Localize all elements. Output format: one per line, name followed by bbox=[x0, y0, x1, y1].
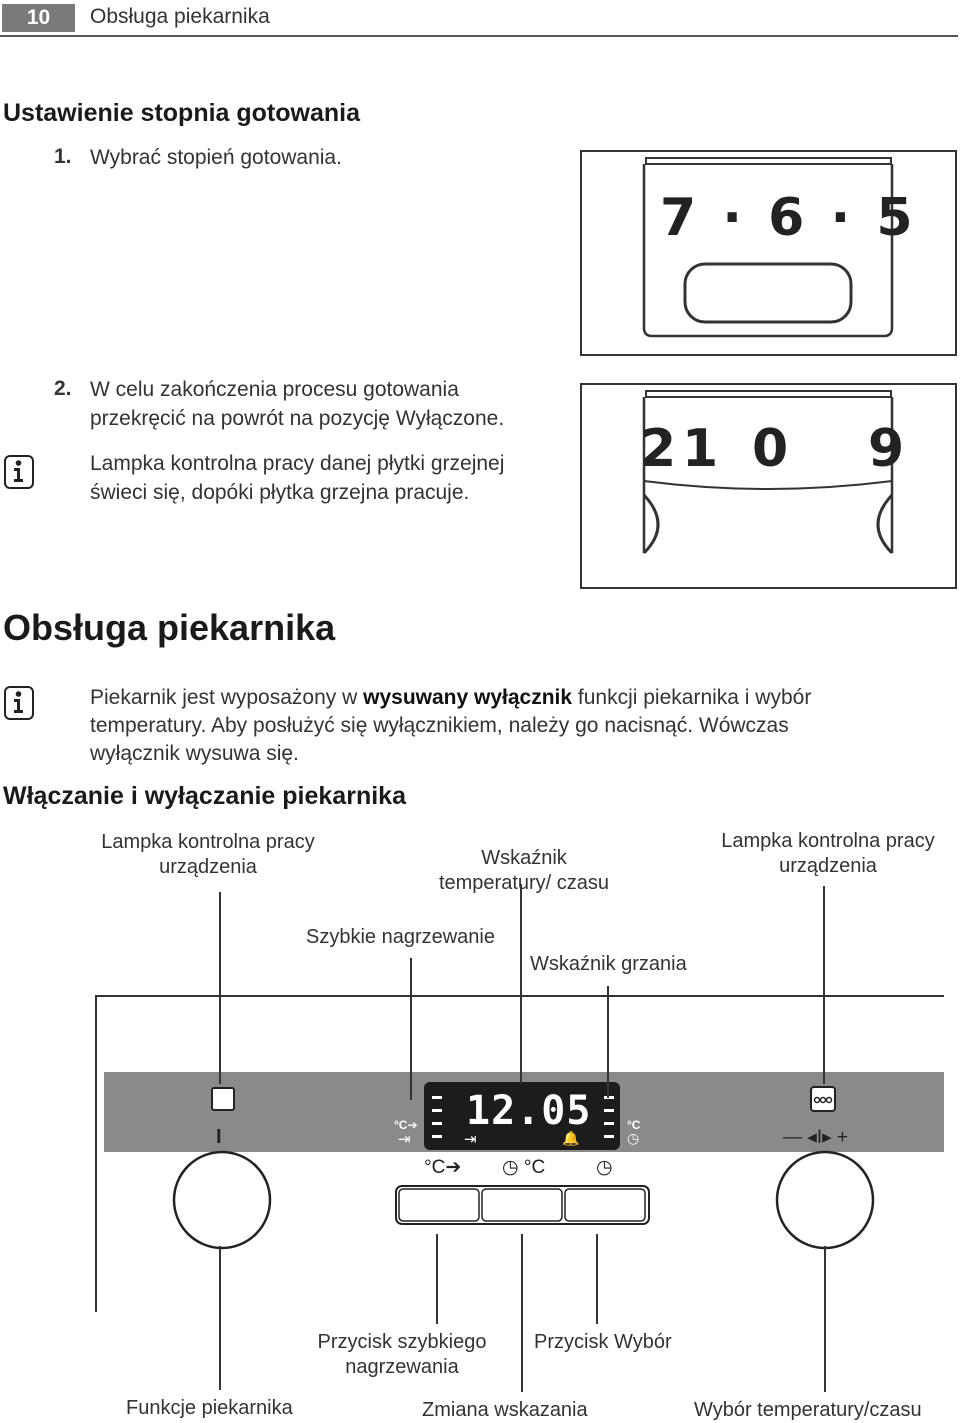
section-heading-on-off: Włączanie i wyłączanie piekarnika bbox=[3, 782, 406, 810]
unit-right-icon: °C bbox=[627, 1118, 641, 1132]
knob-digit-2: 2 bbox=[640, 419, 677, 479]
callout-fast-button-l1: Przycisk szybkiego bbox=[317, 1331, 487, 1353]
step-2-line1: W celu zakończenia procesu gotowania bbox=[90, 378, 459, 401]
knob-digit-0: 0 bbox=[752, 419, 789, 479]
oven-function-knob bbox=[174, 1152, 270, 1248]
knob-digit-6: 6 bbox=[768, 188, 809, 248]
left-knob-mark: I bbox=[216, 1126, 222, 1148]
btn-label-clock-icon: ◷ bbox=[596, 1157, 613, 1178]
step-1-text: Wybrać stopień gotowania. bbox=[90, 146, 342, 169]
temp-time-knob bbox=[777, 1152, 873, 1248]
step-1-number: 1. bbox=[54, 145, 72, 168]
btn-label-fast-heat-icon: °C➔ bbox=[424, 1157, 462, 1178]
right-knob-marks: — ◂I▸ + bbox=[783, 1127, 849, 1148]
display-value: 12.05 bbox=[466, 1088, 592, 1134]
knob-dot: · bbox=[830, 188, 855, 248]
time-button bbox=[565, 1189, 645, 1221]
oven-info-bold: wysuwany wyłącznik bbox=[363, 686, 573, 709]
knob-digit-5: 5 bbox=[876, 188, 917, 248]
step-2-line2: przekręcić na powrót na pozycję Wyłączone. bbox=[90, 407, 505, 430]
section-heading-oven: Obsługa piekarnika bbox=[3, 607, 336, 648]
callout-oven-functions: Funkcje piekarnika bbox=[126, 1397, 293, 1419]
bell-icon: 🔔 bbox=[562, 1130, 580, 1146]
knob-dot: · bbox=[722, 188, 747, 248]
callout-fast-button-l2: nagrzewania bbox=[345, 1356, 459, 1378]
info-text-line2: świeci się, dopóki płytka grzejna pracuje. bbox=[90, 481, 470, 504]
callout-lamp-right-l1: Lampka kontrolna pracy bbox=[721, 830, 935, 852]
step-2-number: 2. bbox=[54, 377, 72, 400]
page-number: 10 bbox=[2, 4, 75, 32]
fast-heat-small-icon: °C➔ bbox=[394, 1118, 418, 1132]
knob-digit-1: 1 bbox=[682, 419, 719, 479]
arrow-mid-icon: ⇥ bbox=[464, 1131, 477, 1148]
fast-heat-button bbox=[399, 1189, 479, 1221]
oven-info-line2: temperatury. Aby posłużyć się wyłącznikiem, należy go nacisnąć. Wówczas bbox=[90, 714, 789, 737]
callout-lamp-left-l1: Lampka kontrolna pracy bbox=[101, 831, 315, 853]
knob-digit-9: 9 bbox=[868, 419, 905, 479]
oven-info-pre: Piekarnik jest wyposażony w bbox=[90, 686, 364, 709]
clock-icon: ◷ bbox=[627, 1130, 640, 1146]
callout-indicator-l2: temperatury/ czasu bbox=[438, 872, 610, 894]
select-button bbox=[482, 1189, 562, 1221]
callout-select-button: Przycisk Wybór bbox=[534, 1331, 672, 1353]
oven-info-line3: wyłącznik wysuwa się. bbox=[90, 742, 299, 765]
section-heading-cooking-level: Ustawienie stopnia gotowania bbox=[3, 99, 360, 127]
arrow-left-icon: ⇥ bbox=[398, 1131, 411, 1148]
callout-temp-time-select: Wybór temperatury/czasu bbox=[694, 1399, 922, 1421]
info-text-line1: Lampka kontrolna pracy danej płytki grzejnej bbox=[90, 452, 505, 475]
callout-fast-heat: Szybkie nagrzewanie bbox=[306, 926, 495, 948]
oven-info-post: funkcji piekarnika i wybór bbox=[572, 686, 812, 709]
btn-label-select-icon: ◷ °C bbox=[502, 1157, 546, 1178]
callout-display-change: Zmiana wskazania bbox=[422, 1399, 588, 1421]
left-lamp-square bbox=[212, 1088, 234, 1110]
knob-digit-7: 7 bbox=[660, 188, 701, 248]
callout-lamp-left-l2: urządzenia bbox=[159, 856, 257, 878]
callout-lamp-right-l2: urządzenia bbox=[779, 855, 877, 877]
header-title: Obsługa piekarnika bbox=[90, 5, 270, 28]
callout-heat-indicator: Wskaźnik grzania bbox=[530, 953, 687, 975]
callout-indicator-l1: Wskaźnik bbox=[481, 847, 567, 869]
